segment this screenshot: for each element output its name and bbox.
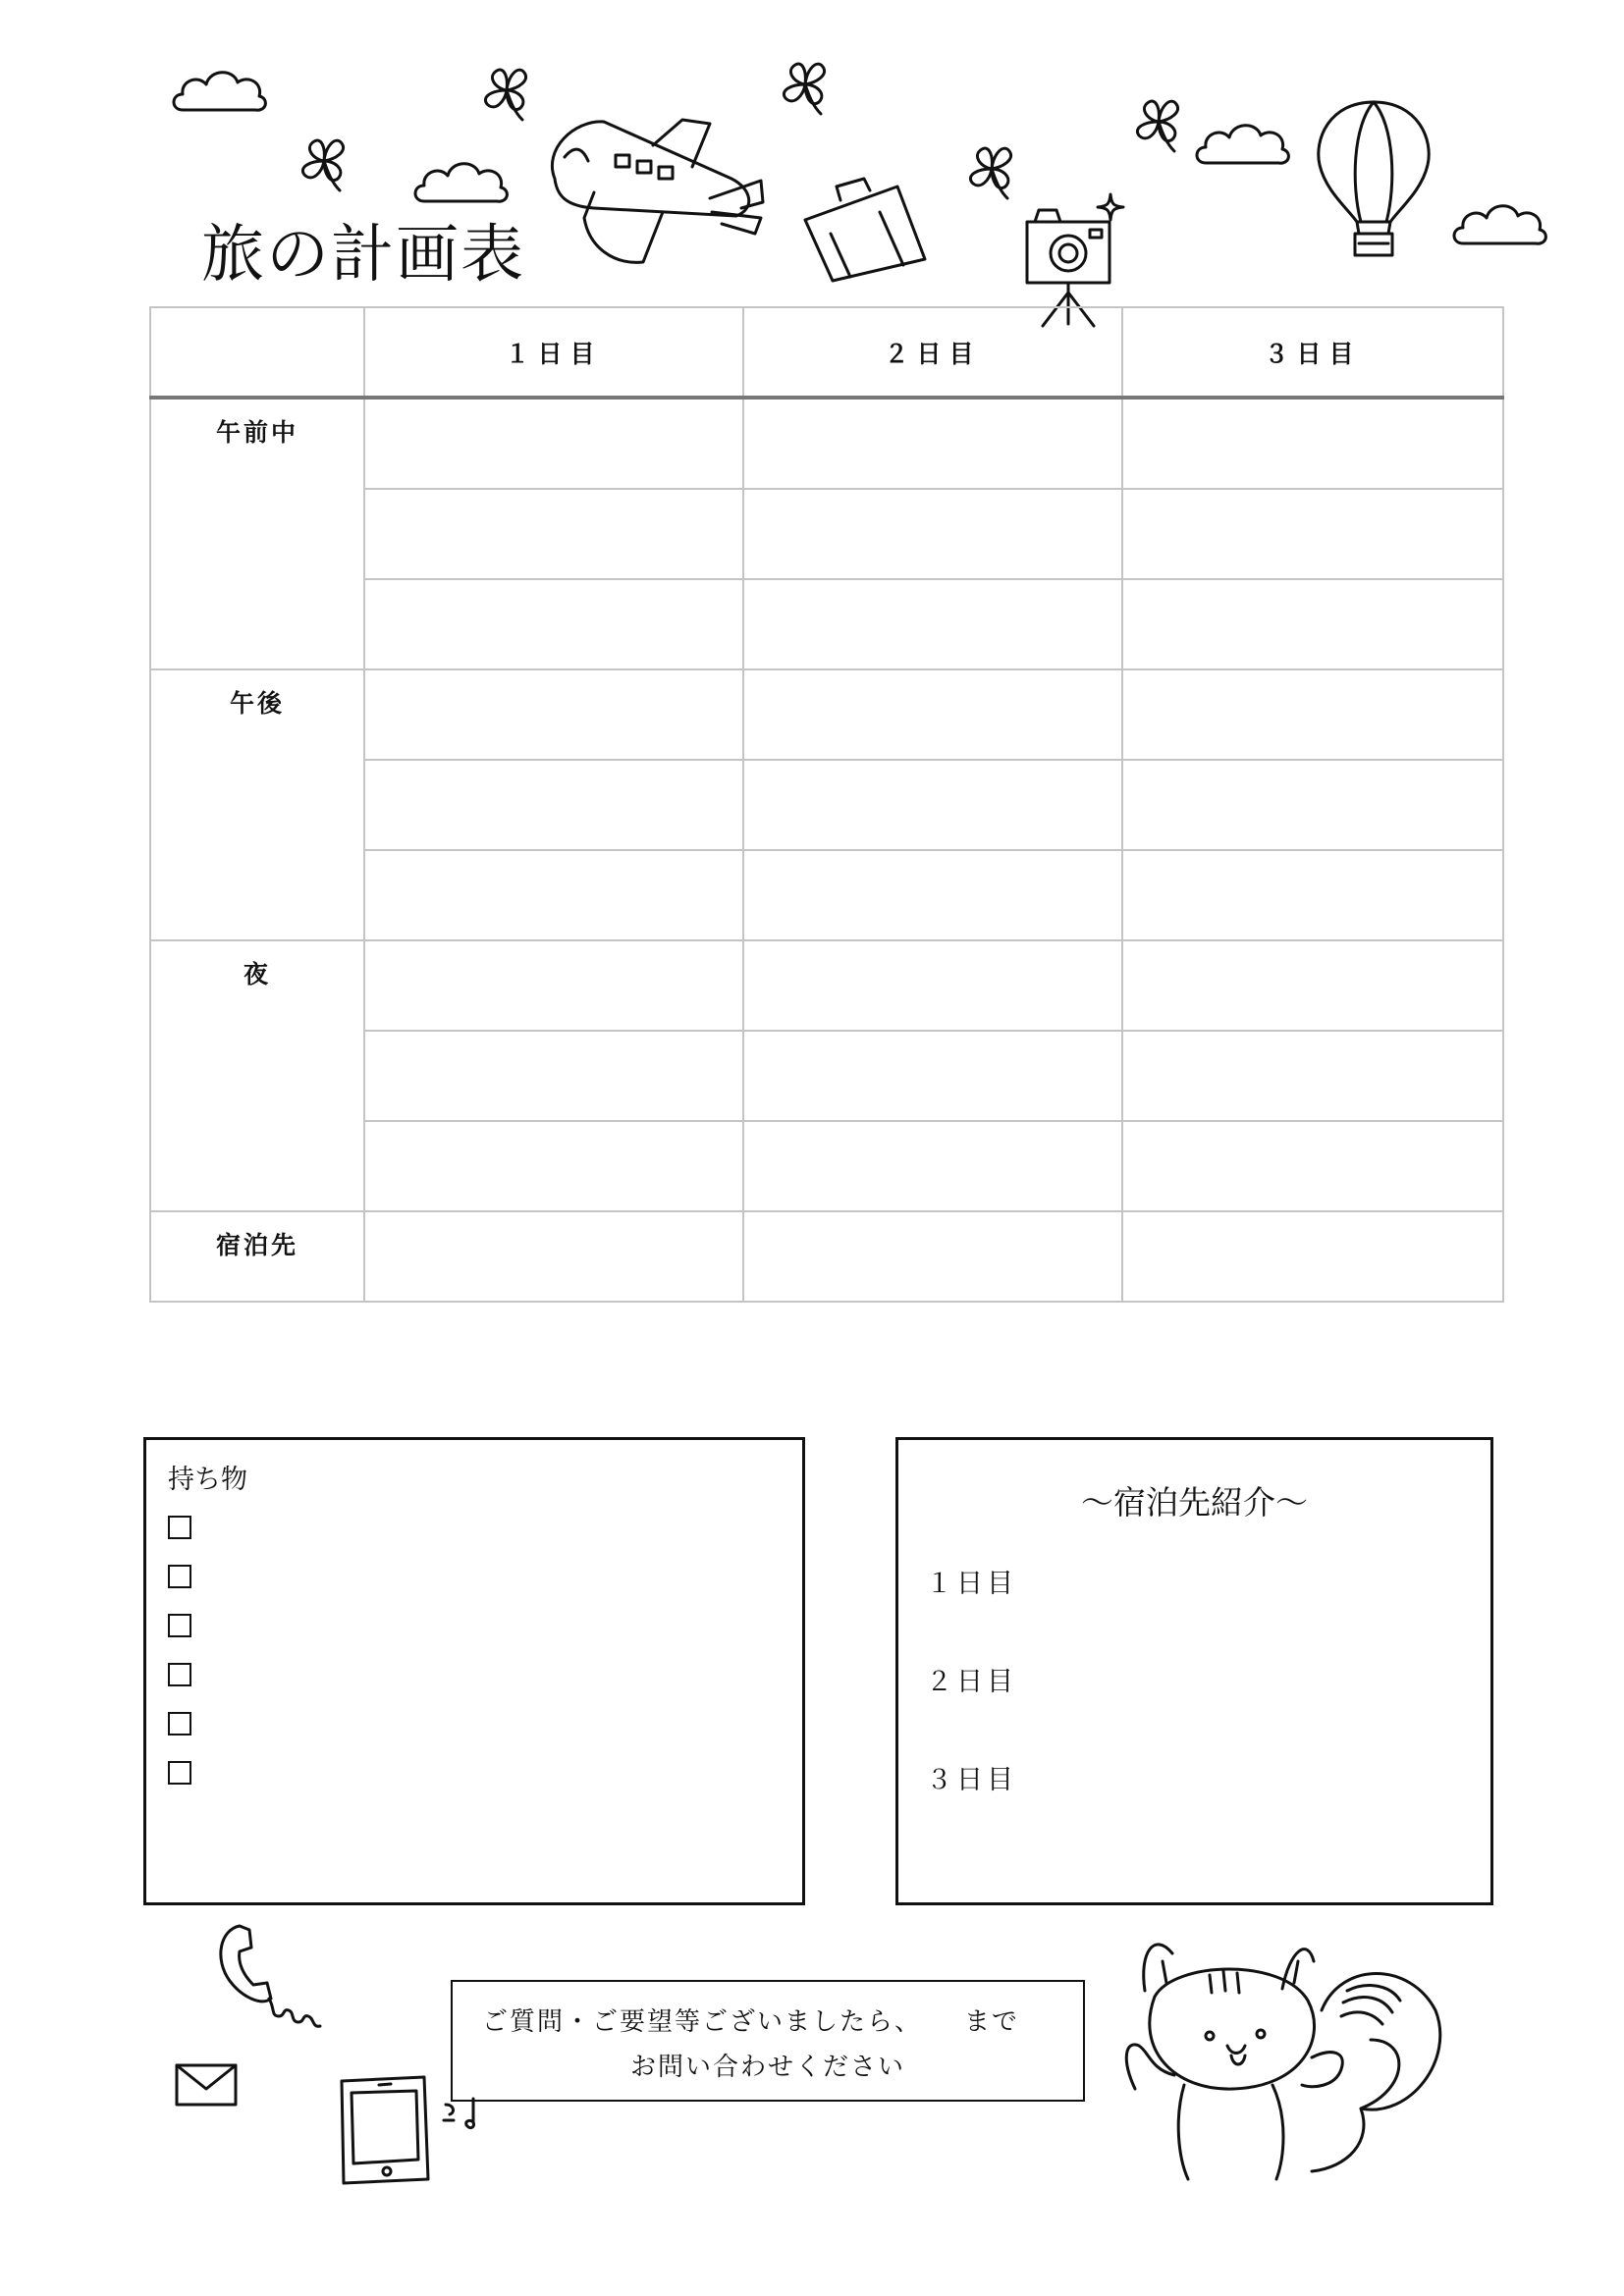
checkbox[interactable] [168, 1614, 191, 1637]
suitcase-icon [799, 175, 932, 285]
checkbox[interactable] [168, 1565, 191, 1588]
music-note-icon [440, 2093, 495, 2132]
schedule-cell[interactable] [1122, 579, 1503, 669]
lodging-day-2: ２日目 [926, 1667, 1017, 1697]
schedule-cell[interactable] [364, 760, 743, 850]
schedule-cell[interactable] [1122, 489, 1503, 579]
header-day-3: ３日目 [1122, 307, 1503, 398]
schedule-cell[interactable] [743, 489, 1122, 579]
schedule-cell[interactable] [1122, 669, 1503, 760]
header-day-2: ２日目 [743, 307, 1122, 398]
lodging-box [895, 1437, 1493, 1905]
clover-icon [1127, 86, 1190, 155]
list-item [168, 1752, 191, 1801]
schedule-cell[interactable] [1122, 940, 1503, 1031]
telephone-icon [210, 1920, 328, 2042]
contact-box [451, 1980, 1085, 2102]
items-box [143, 1437, 805, 1905]
schedule-cell[interactable] [364, 398, 743, 489]
schedule-cell[interactable] [743, 760, 1122, 850]
contact-text-line-1: ご質問・ご要望等ございましたら、 まで [482, 2007, 1020, 2037]
schedule-cell[interactable] [364, 1121, 743, 1211]
clover-icon [475, 55, 538, 124]
table-row [150, 1211, 1503, 1302]
checkbox[interactable] [168, 1663, 191, 1686]
clover-icon [960, 133, 1023, 202]
schedule-cell[interactable] [743, 579, 1122, 669]
page-title: 旅の計画表 [201, 219, 525, 292]
lodging-day-1: １日目 [926, 1569, 1017, 1599]
cloud-icon [169, 61, 271, 118]
schedule-cell[interactable] [1122, 1121, 1503, 1211]
schedule-cell[interactable] [364, 1211, 743, 1302]
checkbox[interactable] [168, 1516, 191, 1539]
list-item [168, 1654, 191, 1703]
hot-air-balloon-icon [1310, 96, 1437, 261]
items-title: 持ち物 [168, 1465, 247, 1495]
schedule-cell[interactable] [743, 1211, 1122, 1302]
schedule-cell[interactable] [743, 850, 1122, 940]
period-morning: 午前中 [150, 398, 364, 669]
cloud-icon [1449, 194, 1551, 251]
checkbox[interactable] [168, 1712, 191, 1735]
header-corner-cell [150, 307, 364, 398]
table-row [150, 940, 1503, 1031]
list-item [168, 1556, 191, 1605]
period-lodging: 宿泊先 [150, 1211, 364, 1302]
cloud-icon [410, 152, 513, 209]
lodging-title: 〜宿泊先紹介〜 [1081, 1483, 1308, 1522]
schedule-cell[interactable] [364, 1031, 743, 1121]
list-item [168, 1605, 191, 1654]
schedule-cell[interactable] [743, 669, 1122, 760]
clover-icon [774, 49, 837, 118]
envelope-icon [173, 2059, 240, 2109]
squirrel-icon [1115, 1922, 1445, 2187]
checkbox[interactable] [168, 1761, 191, 1785]
schedule-cell[interactable] [364, 489, 743, 579]
schedule-cell[interactable] [743, 1031, 1122, 1121]
schedule-table [149, 306, 1504, 1303]
lodging-day-3: ３日目 [926, 1765, 1017, 1795]
schedule-cell[interactable] [1122, 1211, 1503, 1302]
list-item [168, 1507, 191, 1556]
table-row [150, 398, 1503, 489]
schedule-header-row [150, 307, 1503, 398]
schedule-cell[interactable] [364, 850, 743, 940]
schedule-cell[interactable] [1122, 1031, 1503, 1121]
schedule-cell[interactable] [743, 940, 1122, 1031]
tablet-icon [334, 2071, 436, 2189]
schedule-cell[interactable] [743, 1121, 1122, 1211]
airplane-icon [535, 110, 776, 272]
schedule-cell[interactable] [743, 398, 1122, 489]
period-night: 夜 [150, 940, 364, 1211]
schedule-cell[interactable] [1122, 760, 1503, 850]
cloud-icon [1192, 114, 1294, 171]
schedule-cell[interactable] [1122, 398, 1503, 489]
items-checklist [168, 1507, 191, 1801]
sparkle-icon [1096, 192, 1125, 222]
schedule-cell[interactable] [364, 579, 743, 669]
clover-icon [293, 126, 355, 194]
period-afternoon: 午後 [150, 669, 364, 940]
contact-text-line-2: お問い合わせください [629, 2053, 905, 2082]
list-item [168, 1703, 191, 1752]
schedule-cell[interactable] [1122, 850, 1503, 940]
table-row [150, 669, 1503, 760]
schedule-cell[interactable] [364, 940, 743, 1031]
header-day-1: １日目 [364, 307, 743, 398]
schedule-cell[interactable] [364, 669, 743, 760]
